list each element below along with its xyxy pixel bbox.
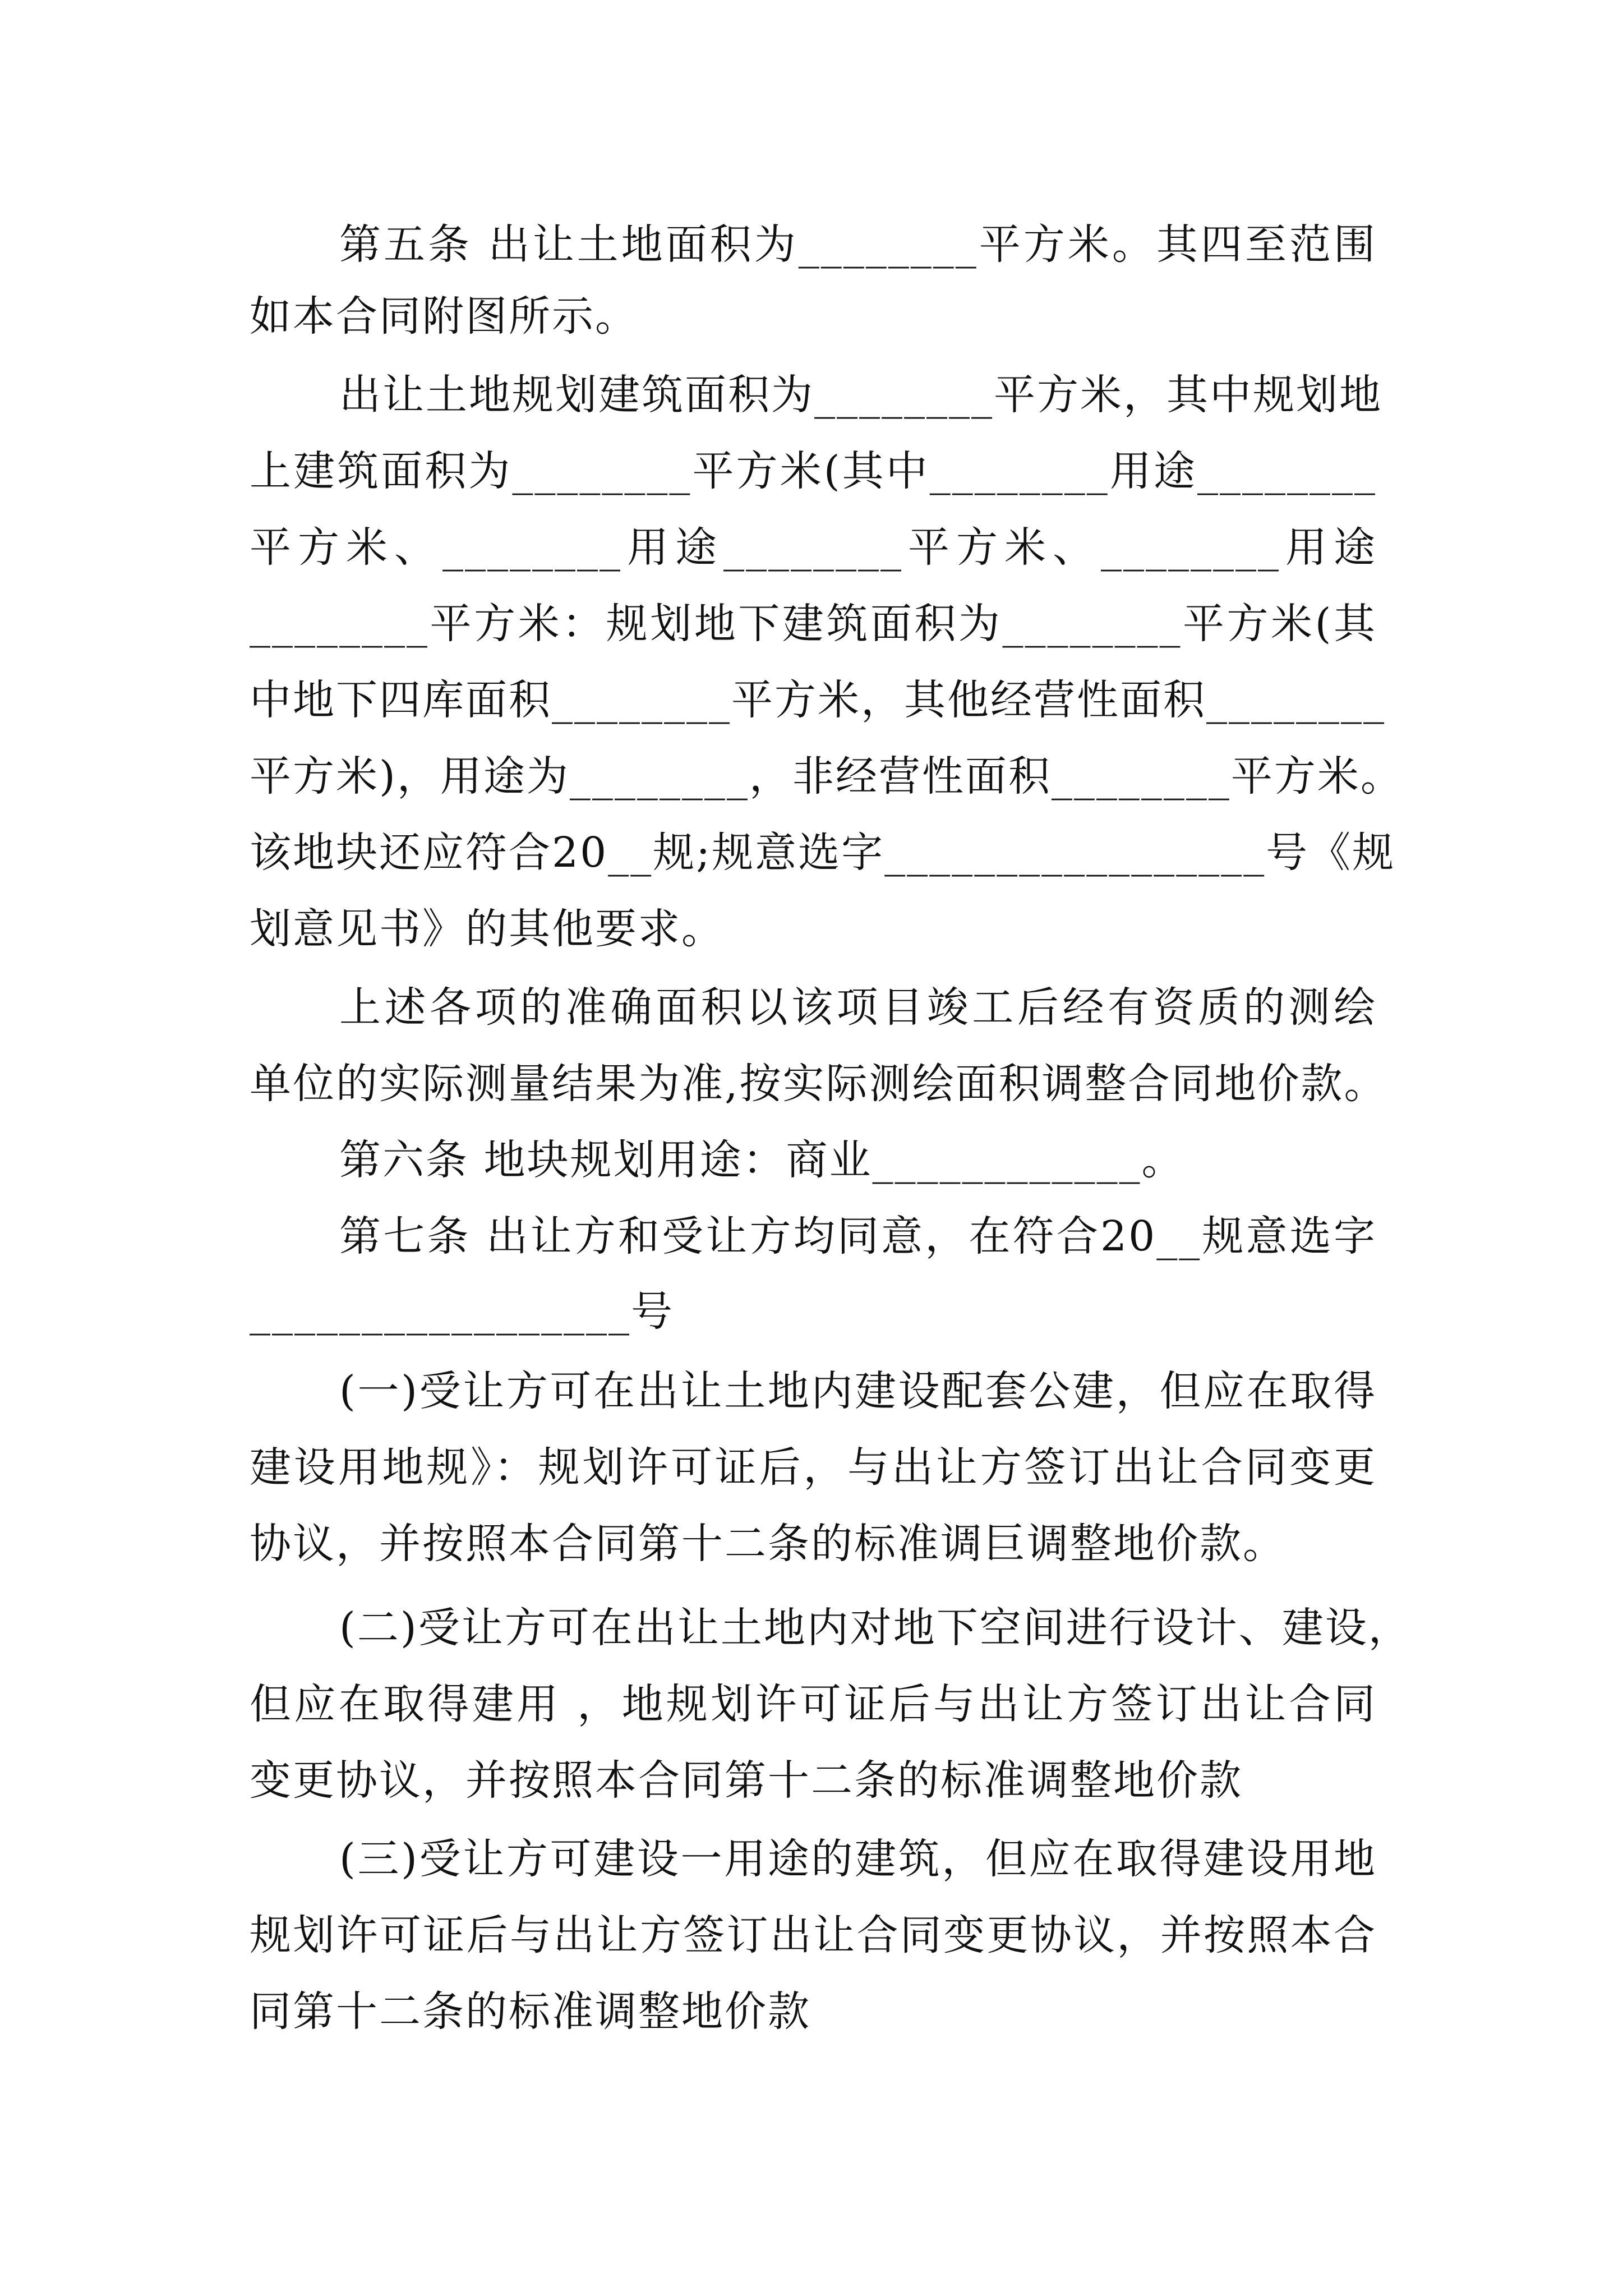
article-5-line-2: 如本合同附图所示。 xyxy=(250,292,638,341)
area-adjust-line-1: 上述各项的准确面积以该项目竣工后经有资质的测绘 xyxy=(339,983,1377,1032)
building-area-line-3: 平方米、________用途________平方米、________用途 xyxy=(250,523,1377,572)
clause-2-line-3: 变更协议，并按照本合同第十二条的标准调整地价款 xyxy=(250,1756,1243,1805)
building-area-line-2: 上建筑面积为________平方米(其中________用途________ xyxy=(250,447,1377,495)
building-area-line-1: 出让土地规划建筑面积为________平方米，其中规划地 xyxy=(339,371,1382,419)
building-area-line-7: 该地块还应符合20__规;规意选字_________________号《规 xyxy=(250,829,1396,877)
clause-2-line-2: 但应在取得建用 ，地规划许可证后与出让方签订出让合同 xyxy=(250,1680,1377,1728)
clause-3-line-3: 同第十二条的标准调整地价款 xyxy=(250,1987,811,2036)
article-7-line-2: _________________号 xyxy=(250,1287,674,1336)
article-5-line-1: 第五条 出让土地面积为________平方米。其四至范围 xyxy=(339,220,1377,269)
clause-1-line-2: 建设用地规》：规划许可证后，与出让方签订出让合同变更 xyxy=(250,1443,1377,1492)
clause-2-line-1: (二)受让方可在出让土地内对地下空间进行设计、建设， xyxy=(339,1604,1412,1652)
clause-3-line-1: (三)受让方可建设一用途的建筑，但应在取得建设用地 xyxy=(339,1835,1377,1883)
area-adjust-line-2: 单位的实际测量结果为准,按实际测绘面积调整合同地价款。 xyxy=(250,1060,1387,1108)
building-area-line-6: 平方米)，用途为________，非经营性面积________平方米。 xyxy=(250,752,1404,800)
clause-1-line-1: (一)受让方可在出让土地内建设配套公建，但应在取得 xyxy=(339,1367,1377,1415)
article-6-line: 第六条 地块规划用途：商业____________。 xyxy=(339,1136,1185,1184)
clause-3-line-2: 规划许可证后与出让方签订出让合同变更协议，并按照本合 xyxy=(250,1911,1377,1959)
building-area-line-5: 中地下四库面积________平方米，其他经营性面积________ xyxy=(250,676,1386,724)
clause-1-line-3: 协议，并按照本合同第十二条的标准调巨调整地价款。 xyxy=(250,1520,1286,1568)
building-area-line-8: 划意见书》的其他要求。 xyxy=(250,905,725,953)
building-area-line-4: ________平方米：规划地下建筑面积为________平方米(其 xyxy=(250,600,1377,648)
article-7-line-1: 第七条 出让方和受让方均同意，在符合20__规意选字 xyxy=(339,1212,1377,1260)
